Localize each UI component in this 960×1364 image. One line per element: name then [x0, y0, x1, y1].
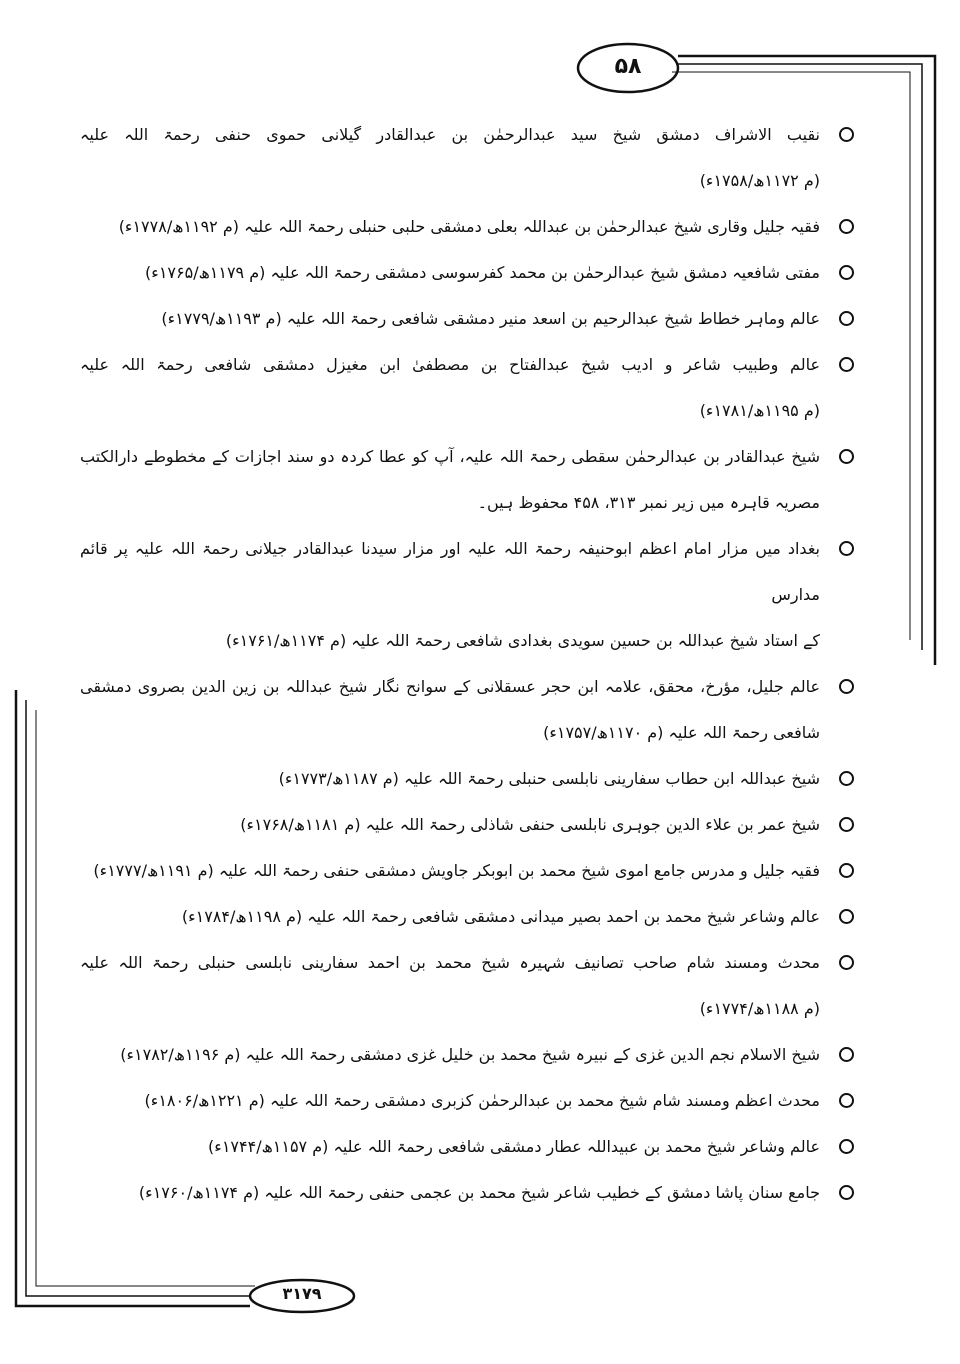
circle-bullet-icon — [839, 817, 854, 832]
item-text-continuation: کے استاد شیخ عبداللہ بن حسین سویدی بغدادی شافعی رحمۃ اللہ علیہ (م ۱۱۷۴ھ/۱۷۶۱ء) — [225, 631, 820, 650]
item-text: عالم جلیل، مؤرخ، محقق، علامہ ابن حجر عسقلانی کے سوانح نگار شیخ عبداللہ بن زین الدین بصروی دمشقی — [80, 677, 820, 696]
list-item — [80, 664, 860, 756]
item-text: فقیہ جلیل و مدرس جامع اموی شیخ محمد بن ابوبکر جاویش دمشقی حنفی رحمۃ اللہ علیہ (م ۱۱۹۱ھ/۱۷۷۷ء) — [93, 861, 820, 880]
item-text: عالم وشاعر شیخ محمد بن احمد بصیر میدانی دمشقی شافعی رحمۃ اللہ علیہ (م ۱۱۹۸ھ/۱۷۸۴ء) — [181, 907, 820, 926]
item-text: محدث ومسند شام صاحب تصانیف شہیرہ شیخ محمد بن احمد سفارینی نابلسی حنبلی رحمۃ اللہ علیہ — [80, 953, 820, 972]
item-text: شیخ عبداللہ ابن حطاب سفارینی نابلسی حنبلی رحمۃ اللہ علیہ (م ۱۱۸۷ھ/۱۷۷۳ء) — [278, 769, 820, 788]
item-text: شیخ عمر بن علاء الدین جوہری نابلسی حنفی شاذلی رحمۃ اللہ علیہ (م ۱۱۸۱ھ/۱۷۶۸ء) — [240, 815, 820, 834]
list-item — [80, 940, 860, 1032]
circle-bullet-icon — [839, 265, 854, 280]
item-text: نقیب الاشراف دمشق شیخ سید عبدالرحمٰن بن عبدالقادر گیلانی حموی حنفی رحمۃ اللہ علیہ — [80, 125, 820, 144]
circle-bullet-icon — [839, 311, 854, 326]
item-text-continuation: مصریہ قاہرہ میں زیر نمبر ۳۱۳، ۴۵۸ محفوظ ہیں۔ — [477, 493, 820, 512]
list-item — [80, 112, 860, 204]
circle-bullet-icon — [839, 541, 854, 556]
item-text: فقیہ جلیل وقاری شیخ عبدالرحمٰن بن عبداللہ بعلی دمشقی حلبی حنبلی رحمۃ اللہ علیہ (م ۱۱۹۲ھ/۱۷۷۸ء) — [118, 217, 820, 236]
list-item — [80, 296, 860, 342]
circle-bullet-icon — [839, 357, 854, 372]
circle-bullet-icon — [839, 771, 854, 786]
circle-bullet-icon — [839, 909, 854, 924]
circle-bullet-icon — [839, 219, 854, 234]
list-item — [80, 250, 860, 296]
list-item — [80, 1170, 860, 1216]
item-text: شیخ عبدالقادر بن عبدالرحمٰن سقطی رحمۃ اللہ علیہ، آپ کو عطا کردہ دو سند اجازات کے مخطوطے دارالکتب — [80, 447, 820, 466]
circle-bullet-icon — [839, 863, 854, 878]
item-text-continuation: (م ۱۱۹۵ھ/۱۷۸۱ء) — [699, 401, 820, 420]
item-text: عالم وماہر خطاط شیخ عبدالرحیم بن اسعد منیر دمشقی شافعی رحمۃ اللہ علیہ (م ۱۱۹۳ھ/۱۷۷۹ء) — [161, 309, 820, 328]
list-item — [80, 756, 860, 802]
item-text: عالم وطبیب شاعر و ادیب شیخ عبدالفتاح بن مصطفیٰ ابن مغیزل دمشقی شافعی رحمۃ اللہ علیہ — [80, 355, 820, 374]
list-item — [80, 1124, 860, 1170]
item-text: جامع سنان پاشا دمشق کے خطیب شاعر شیخ محمد بن عجمی حنفی رحمۃ اللہ علیہ (م ۱۱۷۴ھ/۱۷۶۰ء) — [138, 1183, 820, 1202]
page-number-top: ۵۸ — [614, 54, 642, 79]
item-text: مفتی شافعیہ دمشق شیخ عبدالرحمٰن بن محمد کفرسوسی دمشقی رحمۃ اللہ علیہ (م ۱۱۷۹ھ/۱۷۶۵ء) — [145, 263, 820, 282]
list-item — [80, 1032, 860, 1078]
circle-bullet-icon — [839, 449, 854, 464]
list-item — [80, 848, 860, 894]
circle-bullet-icon — [839, 1139, 854, 1154]
circle-bullet-icon — [839, 1047, 854, 1062]
item-text-continuation: (م ۱۱۸۸ھ/۱۷۷۴ء) — [699, 999, 820, 1018]
circle-bullet-icon — [839, 955, 854, 970]
circle-bullet-icon — [839, 1185, 854, 1200]
list-item — [80, 894, 860, 940]
page-number-bottom: ۳۱۷۹ — [282, 1284, 322, 1303]
list-item — [80, 526, 860, 664]
list-item — [80, 1078, 860, 1124]
scholar-list — [80, 112, 860, 1216]
item-text-continuation: (م ۱۱۷۲ھ/۱۷۵۸ء) — [699, 171, 820, 190]
item-text: بغداد میں مزار امام اعظم ابوحنیفہ رحمۃ اللہ علیہ اور مزار سیدنا عبدالقادر جیلانی رحمۃ اللہ علیہ پر قائم مدارس — [80, 539, 820, 604]
circle-bullet-icon — [839, 1093, 854, 1108]
circle-bullet-icon — [839, 679, 854, 694]
list-item — [80, 204, 860, 250]
circle-bullet-icon — [839, 127, 854, 142]
item-text: شیخ الاسلام نجم الدین غزی کے نبیرہ شیخ محمد بن خلیل غزی دمشقی رحمۃ اللہ علیہ (م ۱۱۹۶ھ/۱۷۸۲ء) — [120, 1045, 820, 1064]
list-item — [80, 802, 860, 848]
item-text: محدث اعظم ومسند شام شیخ محمد بن عبدالرحمٰن کزبری دمشقی رحمۃ اللہ علیہ (م ۱۲۲۱ھ/۱۸۰۶ء) — [144, 1091, 820, 1110]
list-item — [80, 342, 860, 434]
item-text: عالم وشاعر شیخ محمد بن عبیداللہ عطار دمشقی شافعی رحمۃ اللہ علیہ (م ۱۱۵۷ھ/۱۷۴۴ء) — [208, 1137, 820, 1156]
item-text-continuation: شافعی رحمۃ اللہ علیہ (م ۱۱۷۰ھ/۱۷۵۷ء) — [543, 723, 820, 742]
list-item — [80, 434, 860, 526]
